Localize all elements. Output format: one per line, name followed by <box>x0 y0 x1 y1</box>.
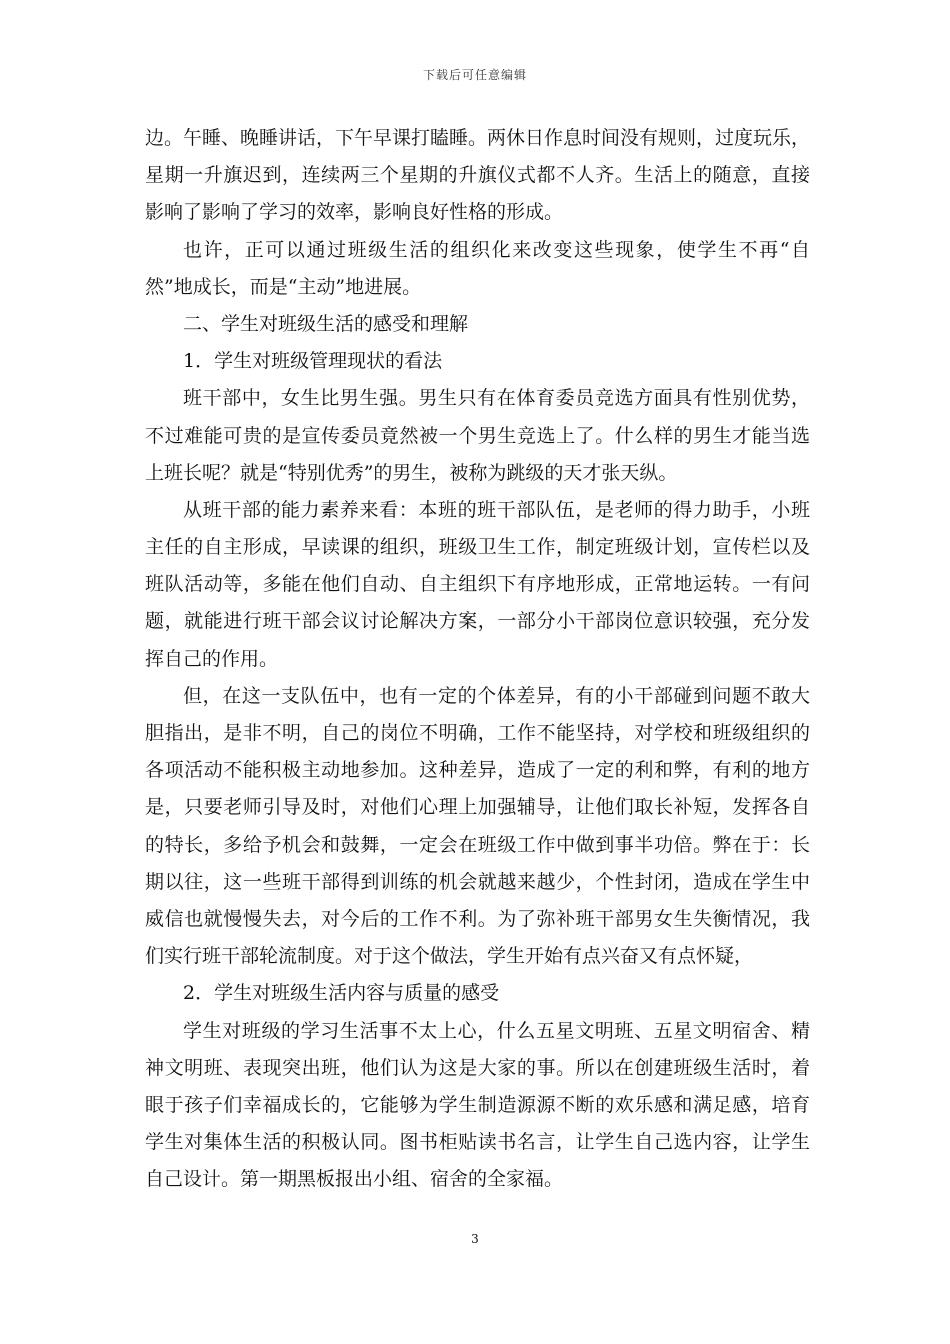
subsection-heading: 1．学生对班级管理现状的看法 <box>183 350 443 373</box>
text-line: 威信也就慢慢失去，对今后的工作不利。为了弥补班干部男女生失衡情况，我 <box>145 907 810 930</box>
text-line: 自己设计。第一期黑板报出小组、宿舍的全家福。 <box>145 1168 564 1191</box>
text-line: 班队活动等，多能在他们自动、自主组织下有序地形成，正常地运转。一有问 <box>145 573 810 596</box>
text-line: 主任的自主形成，早读课的组织，班级卫生工作，制定班级计划，宣传栏以及 <box>145 536 810 559</box>
text-line: 胆指出，是非不明，自己的岗位不明确，工作不能坚持，对学校和班级组织的 <box>145 722 810 744</box>
text-line: 各项活动不能积极主动地参加。这种差异，造成了一定的利和弊，有利的地方 <box>145 759 810 782</box>
document-body <box>145 120 810 1198</box>
text-line: 题，就能进行班干部会议讨论解决方案，一部分小干部岗位意识较强，充分发 <box>145 610 810 633</box>
page-header: 下载后可任意编辑 <box>422 68 527 82</box>
section-heading: 二、学生对班级生活的感受和理解 <box>183 312 469 335</box>
subsection-heading: 2．学生对班级生活内容与质量的感受 <box>183 982 500 1005</box>
text-line: 期以往，这一些班干部得到训练的机会就越来越少，个性封闭，造成在学生中 <box>145 870 810 893</box>
text-line: 眼于孩子们幸福成长的，它能够为学生制造源源不断的欢乐感和满足感，培育 <box>145 1093 810 1116</box>
text-line: 是，只要老师引导及时，对他们心理上加强辅导，让他们取长补短，发挥各自 <box>145 796 810 819</box>
text-line: 但，在这一支队伍中，也有一定的个体差异，有的小干部碰到问题不敢大 <box>183 684 810 707</box>
text-line: 神文明班、表现突出班，他们认为这是大家的事。所以在创建班级生活时，着 <box>145 1056 810 1079</box>
text-line: 也许，正可以通过班级生活的组织化来改变这些现象，使学生不再“自 <box>183 238 810 261</box>
text-line: 挥自己的作用。 <box>145 647 279 670</box>
text-line: 然”地成长，而是“主动”地进展。 <box>145 275 422 298</box>
text-line: 学生对集体生活的积极认同。图书柜贴读书名言，让学生自己选内容，让学生 <box>145 1131 810 1154</box>
text-line: 上班长呢？就是“特别优秀”的男生，被称为跳级的天才张天纵。 <box>145 461 678 484</box>
text-line: 的特长，多给予机会和鼓舞，一定会在班级工作中做到事半功倍。弊在于：长 <box>145 833 810 856</box>
text-line: 星期一升旗迟到，连续两三个星期的升旗仪式都不人齐。生活上的随意，直接 <box>145 164 810 187</box>
page-number: 3 <box>471 1232 479 1246</box>
text-line: 们实行班干部轮流制度。对于这个做法，学生开始有点兴奋又有点怀疑， <box>145 945 754 968</box>
text-line: 影响了影响了学习的效率，影响良好性格的形成。 <box>145 201 564 224</box>
text-line: 从班干部的能力素养来看：本班的班干部队伍，是老师的得力助手，小班 <box>183 498 810 521</box>
text-line: 不过难能可贵的是宣传委员竟然被一个男生竞选上了。什么样的男生才能当选 <box>145 424 810 447</box>
text-line: 边。午睡、晚睡讲话，下午早课打瞌睡。两休日作息时间没有规则，过度玩乐， <box>145 127 811 149</box>
text-line: 班干部中，女生比男生强。男生只有在体育委员竞选方面具有性别优势， <box>183 387 810 410</box>
text-line: 学生对班级的学习生活事不太上心，什么五星文明班、五星文明宿舍、精 <box>183 1019 810 1042</box>
